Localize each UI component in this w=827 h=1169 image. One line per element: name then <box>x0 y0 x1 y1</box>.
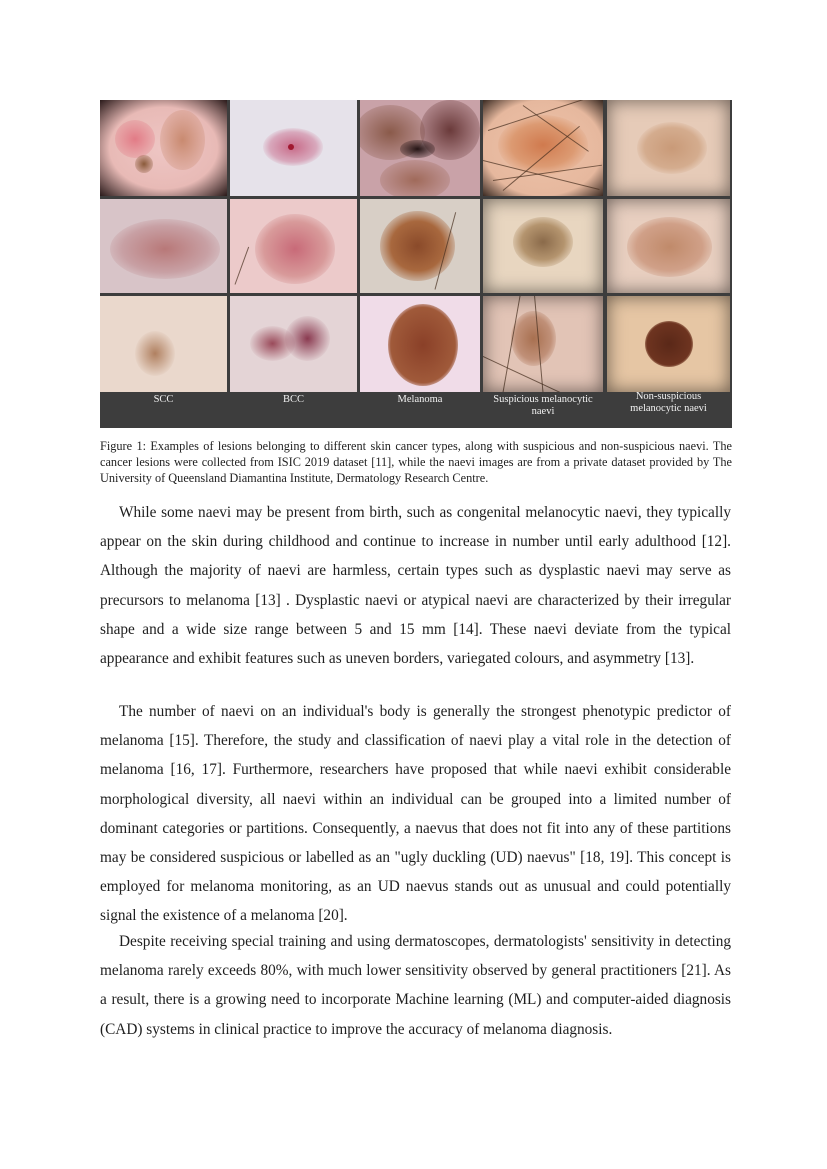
non-suspicious-naevi-image-2 <box>607 199 730 293</box>
label-line: melanocytic naevi <box>630 403 707 414</box>
suspicious-naevi-image-2 <box>483 199 603 293</box>
bcc-image-2 <box>230 199 357 293</box>
melanoma-image-1 <box>360 100 480 196</box>
suspicious-naevi-image-3 <box>483 296 603 392</box>
column-label-bcc <box>230 394 357 406</box>
label-line: naevi <box>531 406 555 417</box>
column-labels <box>100 392 732 428</box>
paragraph-text: Despite receiving special training and using dermatoscopes, dermatologists' sensitivity in detecting melanoma rarely exceeds 80%, with much lower sensitivity observed by general practitioners [21]. As a result, there is a growing need to incorporate Machine learning (ML) and computer-aided diagnosis (CAD) systems in clinical practice to improve the accuracy of melanoma diagnosis. <box>100 933 731 1038</box>
column-label-melanoma <box>360 394 480 406</box>
column-label-suspicious-naevi <box>483 394 603 418</box>
paragraph-text: While some naevi may be present from birth, such as congenital melanocytic naevi, they typically appear on the skin during childhood and continue to increase in number until early adulthood [12]. Although the majority of naevi are harmless, certain types such as dysplastic naevi may serve as precursors to melanoma [13] . Dysplastic naevi or atypical naevi are characterized by their irregular shape and a wide size range between 5 and 15 mm [14]. These naevi deviate from the typical appearance and exhibit features such as uneven borders, variegated colours, and asymmetry [13]. <box>100 504 731 668</box>
suspicious-naevi-image-1 <box>483 100 603 196</box>
scc-image-3 <box>100 296 227 392</box>
body-paragraph-2 <box>100 697 731 931</box>
lesion-figure <box>100 100 732 428</box>
figure-caption: Figure 1: Examples of lesions belonging to different skin cancer types, along with suspicious and non-suspicious naevi. The cancer lesions were collected from ISIC 2019 dataset [11], while the naevi images are from a private dataset provided by The University of Queensland Diamantina Institute, Dermatology Research Centre. <box>100 439 732 485</box>
label-line: BCC <box>282 394 304 405</box>
label-line: Non-suspicious <box>635 391 702 402</box>
non-suspicious-naevi-image-1 <box>607 100 730 196</box>
melanoma-image-2 <box>360 199 480 293</box>
paragraph-text: The number of naevi on an individual's body is generally the strongest phenotypic predictor of melanoma [15]. Therefore, the study and classification of naevi play a vital role in the detection of melanoma [16, 17]. Furthermore, researchers have proposed that while naevi exhibit considerable morphological diversity, all naevi within an individual can be grouped into a limited number of dominant categories or partitions. Consequently, a naevus that does not fit into any of these partitions may be considered suspicious or labelled as an "ugly duckling (UD) naevus" [18, 19]. This concept is employed for melanoma monitoring, as an UD naevus stands out as unusual and could potentially signal the existence of a melanoma [20]. <box>100 703 731 925</box>
label-line: Suspicious melanocytic <box>493 394 593 405</box>
bcc-image-3 <box>230 296 357 392</box>
column-label-non-suspicious-naevi <box>607 391 730 415</box>
label-line: Melanoma <box>397 394 443 405</box>
body-paragraph-1 <box>100 498 731 673</box>
melanoma-image-3 <box>360 296 480 392</box>
bcc-image-1 <box>230 100 357 196</box>
body-paragraph-3 <box>100 927 731 1044</box>
scc-image-1 <box>100 100 227 196</box>
lesion-image-grid <box>100 100 732 392</box>
non-suspicious-naevi-image-3 <box>607 296 730 392</box>
label-line: SCC <box>153 394 174 405</box>
column-label-scc <box>100 394 227 406</box>
scc-image-2 <box>100 199 227 293</box>
